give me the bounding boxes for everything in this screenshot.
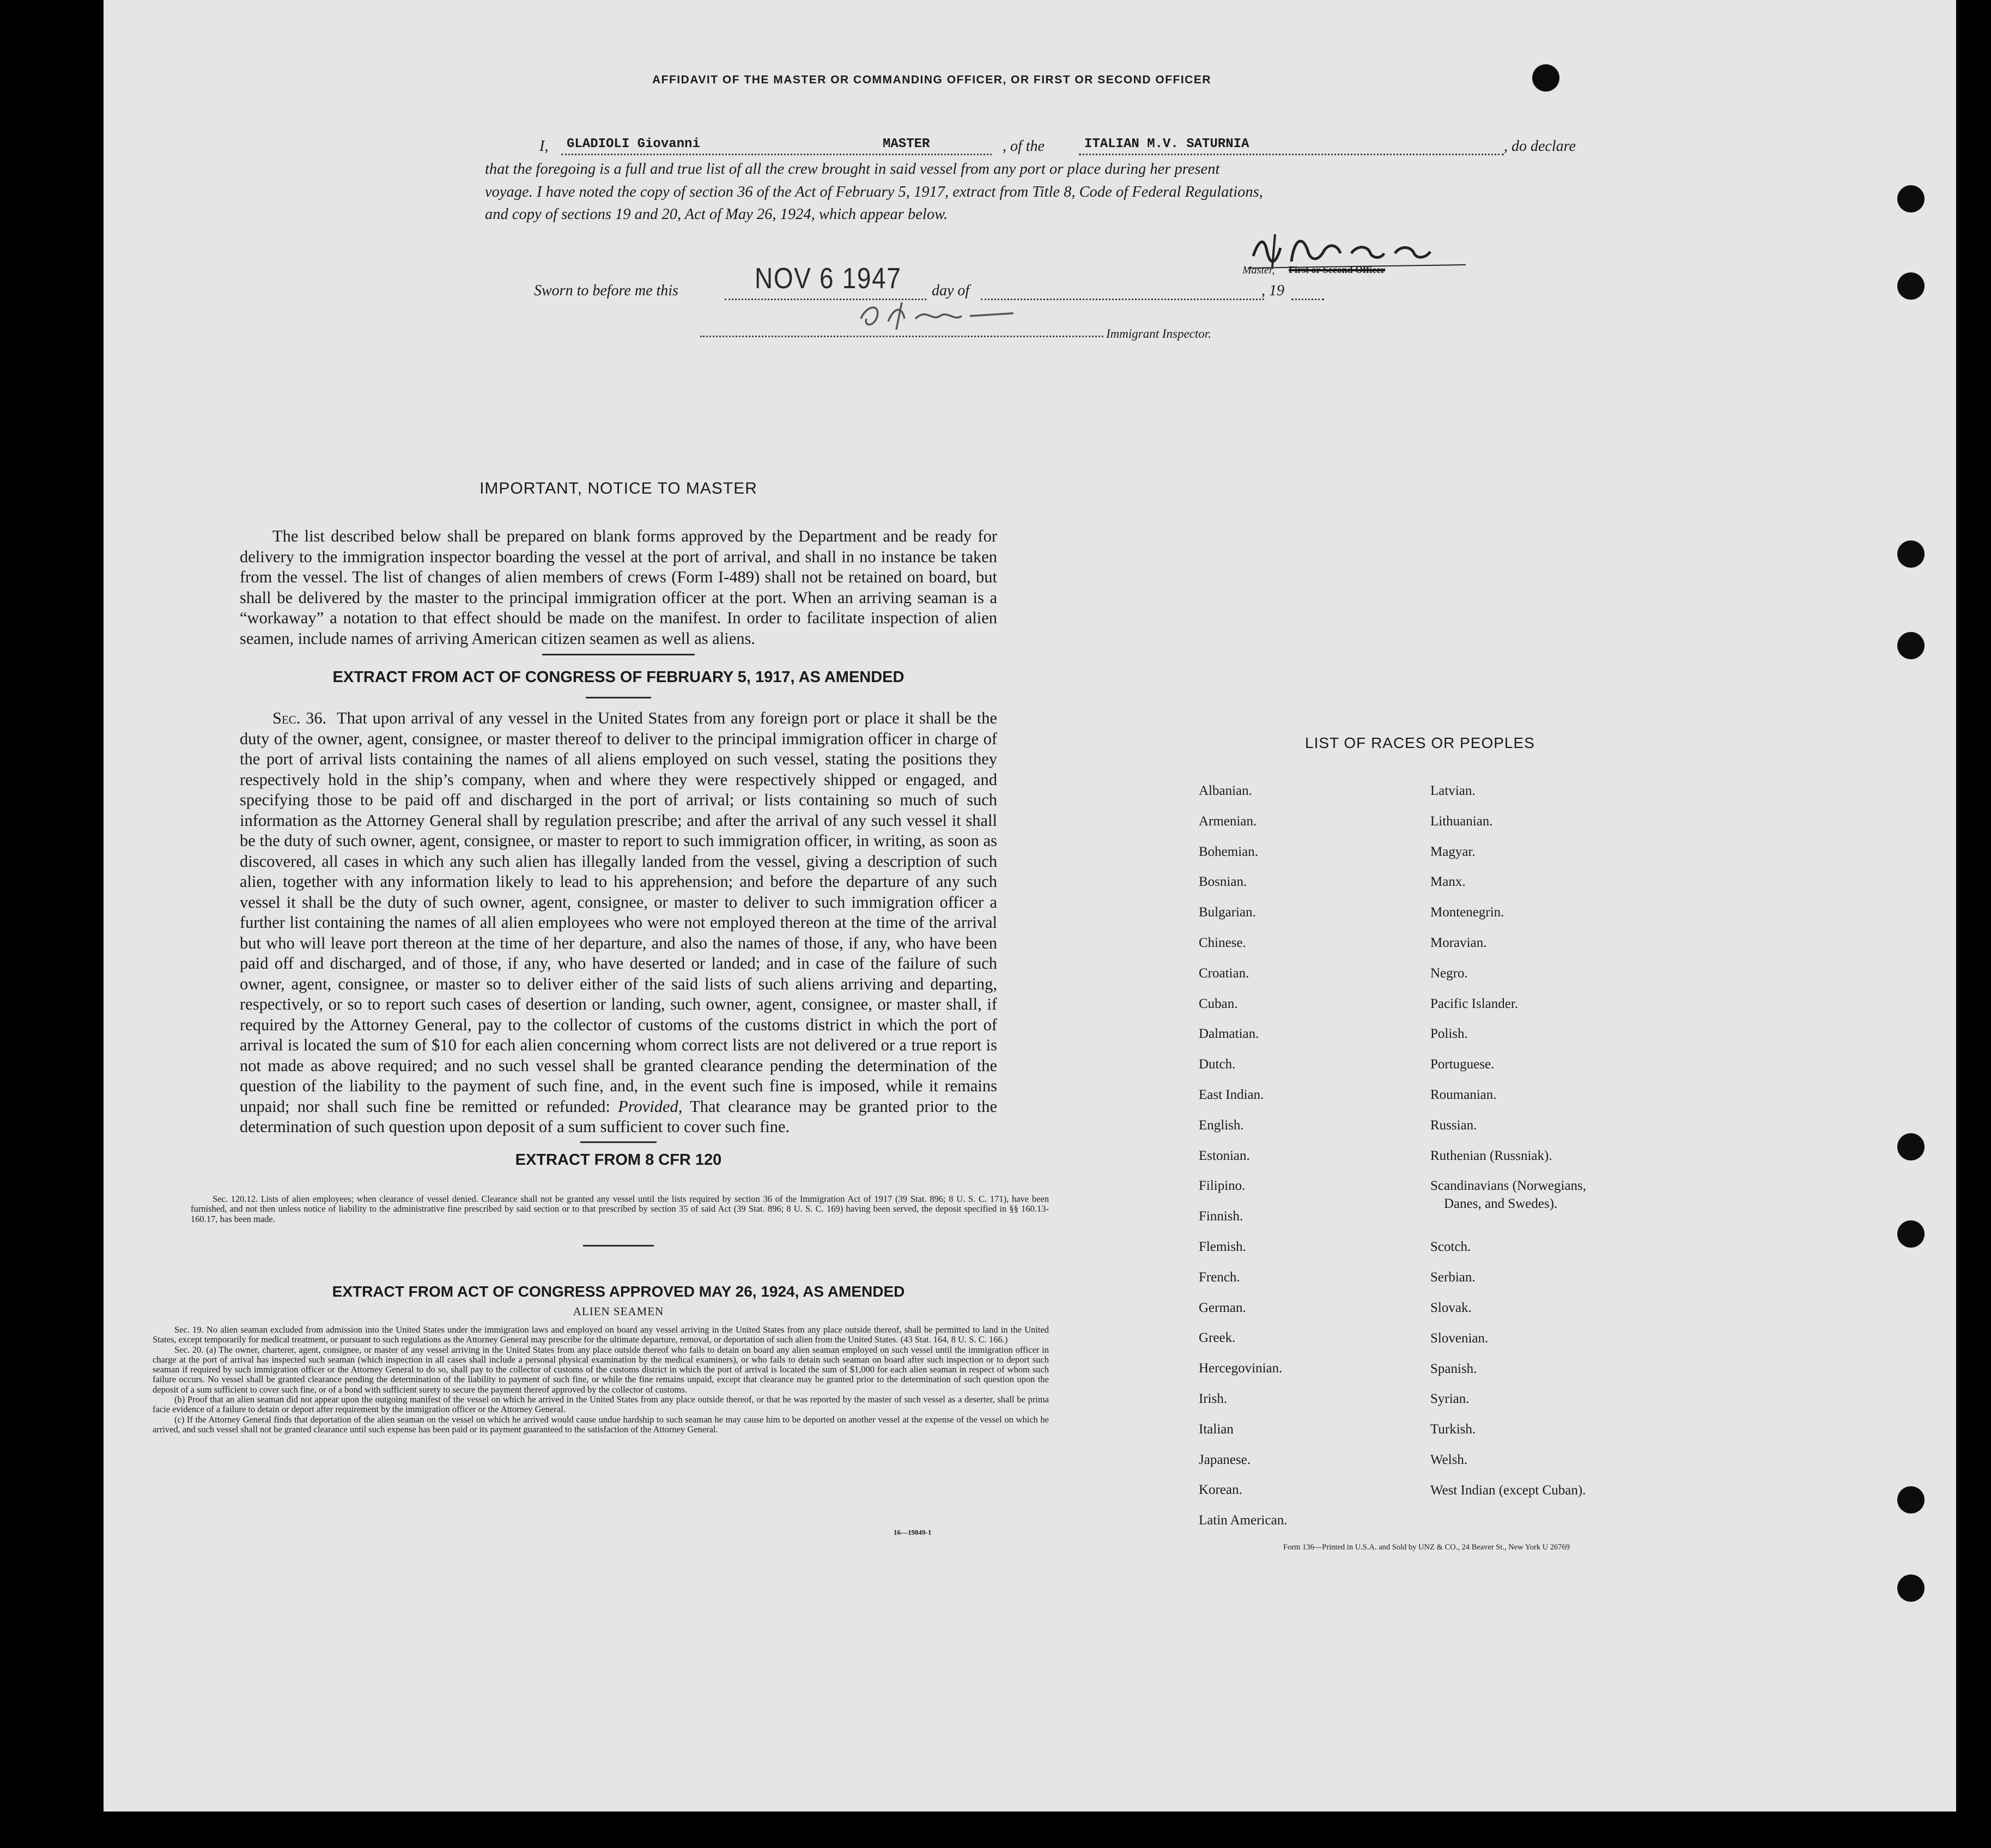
race-item: Bohemian. <box>1199 844 1259 859</box>
race-item: East Indian. <box>1199 1087 1264 1102</box>
cfr-heading: EXTRACT FROM 8 CFR 120 <box>515 1151 722 1169</box>
race-item: West Indian (except Cuban). <box>1430 1482 1586 1498</box>
affidavit-line-4: and copy of sections 19 and 20, Act of May 26, 1924, which appear below. <box>485 206 948 223</box>
race-item: Hercegovinian. <box>1199 1361 1283 1376</box>
signature-line-label: Master, <box>1242 264 1275 276</box>
race-item: Irish. <box>1199 1391 1228 1406</box>
race-item: Greek. <box>1199 1330 1236 1346</box>
race-item: Latin American. <box>1199 1513 1288 1528</box>
race-item: Turkish. <box>1430 1422 1476 1437</box>
race-item: Estonian. <box>1199 1148 1250 1163</box>
master-name: GLADIOLI Giovanni <box>567 137 700 151</box>
races-heading: LIST OF RACES OR PEOPLES <box>1305 734 1535 751</box>
race-item: Polish. <box>1430 1026 1468 1042</box>
punch-hole <box>1897 1133 1925 1160</box>
race-item: Russian. <box>1430 1117 1477 1133</box>
divider <box>583 1245 654 1247</box>
section-19: Sec. 19. No alien seaman excluded from admission into the United States under the immigration laws and employed on board any vessel arriving in the United States from any place outside thereof, shall be permitted to land in the United States, except temporarily for medical treatment, or pursuant to such regulations as the Attorney General may prescribe for the ultimate departure, removal, or deportation of such alien from the United States. (43 Stat. 164, 8 U. S. C. 166.) <box>153 1324 1049 1345</box>
race-item: Serbian. <box>1430 1270 1476 1285</box>
extract-1924-body <box>153 1325 1049 1434</box>
punch-hole <box>1897 185 1925 212</box>
extract-1917-heading: EXTRACT FROM ACT OF CONGRESS OF FEBRUARY 5, 1917, AS AMENDED <box>332 668 905 686</box>
punch-hole <box>1897 632 1925 659</box>
race-item: Flemish. <box>1199 1239 1246 1254</box>
name-blank <box>561 154 992 155</box>
race-item: Pacific Islander. <box>1430 996 1519 1011</box>
printer-code: 16—19849-1 <box>894 1528 932 1536</box>
inspector-label: Immigrant Inspector. <box>1106 327 1211 341</box>
divider <box>580 1141 657 1143</box>
race-item: Magyar. <box>1430 844 1476 859</box>
year-blank <box>1291 299 1324 300</box>
race-item: Dalmatian. <box>1199 1026 1259 1042</box>
race-item: Welsh. <box>1430 1452 1468 1467</box>
race-item: Manx. <box>1430 874 1466 890</box>
race-item: Syrian. <box>1430 1391 1470 1407</box>
race-item: Montenegrin. <box>1430 905 1504 920</box>
provided-label: Provided, <box>618 1097 683 1116</box>
race-item: Finnish. <box>1199 1209 1243 1224</box>
punch-hole <box>1897 1220 1925 1248</box>
race-item: Italian <box>1199 1421 1234 1437</box>
affidavit-line-2: that the foregoing is a full and true list of all the crew brought in said vessel from any port or place during her present <box>485 161 1220 178</box>
section-20b: (b) Proof that an alien seaman did not appear upon the outgoing manifest of the vessel on which he arrived in the United States from any place outside thereof, or that he was reported by the master of such vessel as a deserter, shall be prima facie evidence of a failure to detain or deport after requirement by the immigration officer or the Attorney General. <box>153 1394 1049 1415</box>
date-stamp: NOV 6 1947 <box>755 262 902 295</box>
section-36-end: That clearance may be granted prior to the determination of such question upon deposit of a sum sufficient to cover such fine. <box>240 1097 997 1136</box>
punch-hole <box>1897 1575 1925 1602</box>
year-label: , 19 <box>1261 282 1284 299</box>
extract-1917-body <box>240 708 997 1138</box>
divider <box>586 697 651 698</box>
race-item: Dutch. <box>1199 1057 1236 1072</box>
race-item: Portuguese. <box>1430 1057 1495 1072</box>
vessel-blank <box>1079 154 1504 155</box>
notice-heading: IMPORTANT, NOTICE TO MASTER <box>479 479 757 497</box>
section-20a: Sec. 20. (a) The owner, charterer, agent, consignee, or master of any vessel arriving in the United States from any place outside thereof who fails to detain on board any alien seaman employed on such vessel until the immigration officer in charge at the port of arrival has inspected such seaman (which inspection in all cases shall include a personal physical examination by the medical examiners), or who fails to detain such seaman on board after such inspection or to deport such seaman if required by such immigration officer or the Attorney General to do so, shall pay to the collector of customs of the customs district in which the port of arrival is located the sum of $1,000 for each alien seaman in respect of whom such failure occurs. No vessel shall be granted clearance pending the determination of the liability to payment of such fine, or while the fine remains unpaid, except that clearance may be granted prior to the determination of such question upon the deposit of a sum sufficient to cover such fine, or of a bond with sufficient surety to secure the payment thereof approved by the collector of customs. <box>153 1344 1049 1395</box>
affidavit-title: AFFIDAVIT OF THE MASTER OR COMMANDING OFFICER, OR FIRST OR SECOND OFFICER <box>652 74 1212 86</box>
race-item: Armenian. <box>1199 813 1257 829</box>
document-page <box>104 0 1956 1811</box>
form-footer: Form 136—Printed in U.S.A. and Sold by UNZ & CO., 24 Beaver St., New York U 26769 <box>1283 1543 1570 1552</box>
race-item: Bosnian. <box>1199 874 1247 890</box>
race-item: Bulgarian. <box>1199 905 1256 920</box>
punch-hole <box>1897 540 1925 568</box>
race-item: Slovak. <box>1430 1300 1472 1315</box>
punch-hole <box>1897 1486 1925 1513</box>
day-of-label: day of <box>932 282 970 299</box>
race-item: Korean. <box>1199 1482 1242 1498</box>
race-item: Cuban. <box>1199 996 1238 1011</box>
notice-body: The list described below shall be prepared on blank forms approved by the Department and be ready for delivery to the immigration inspector boarding the vessel at the port of arrival, and shall in no instance be taken from the vessel. The list of changes of alien members of crews (Form I-489) shall not be retained on board, but shall be delivered by the master to the principal immigration officer at the port. When an arriving seaman is a “workaway” a notation to that effect should be made on the manifest. In order to facilitate inspection of alien seamen, include names of arriving American citizen seamen as well as aliens. <box>240 527 997 648</box>
race-item: German. <box>1199 1300 1246 1315</box>
declare-label: , do declare <box>1504 138 1576 155</box>
inspector-blank <box>700 336 1103 337</box>
divider <box>542 654 695 655</box>
race-item: Albanian. <box>1199 783 1252 798</box>
cfr-body: Sec. 120.12. Lists of alien employees; when clearance of vessel denied. Clearance shall not be granted any vessel until the lists required by section 36 of the Immigration Act of 1917 (39 Stat. 896; 8 U. S. C. 171), have been furnished, and not then unless notice of liability to the administrative fine prescribed by said section or to that prescribed by section 35 of said Act (39 Stat. 896; 8 U. S. C. 169) having been served, the deposit specified in §§ 160.13-160.17, has been made. <box>191 1194 1049 1224</box>
affidavit-pronoun: I, <box>539 138 549 155</box>
race-item: Chinese. <box>1199 935 1246 950</box>
race-item: Spanish. <box>1430 1361 1477 1376</box>
race-item: Ruthenian (Russniak). <box>1430 1148 1552 1163</box>
race-item: Scandinavians (Norwegians, <box>1430 1178 1587 1194</box>
race-item: Japanese. <box>1199 1452 1251 1467</box>
race-item: Slovenian. <box>1430 1330 1489 1346</box>
race-item: Danes, and Swedes). <box>1444 1196 1558 1212</box>
race-item: Croatian. <box>1199 965 1249 981</box>
race-item: Filipino. <box>1199 1178 1246 1194</box>
race-item: Scotch. <box>1430 1239 1471 1255</box>
master-rank: MASTER <box>883 137 930 151</box>
section-20c: (c) If the Attorney General finds that deportation of the alien seaman on the vessel on which he arrived would cause undue hardship to such seaman he may cause him to be deported on another vessel at the expense of the vessel on which he arrived, and such vessel shall not be granted clearance until such expense has been paid or its payment guaranteed to the satisfaction of the Attorney General. <box>153 1414 1049 1434</box>
vessel-name: ITALIAN M.V. SATURNIA <box>1084 137 1249 151</box>
alien-seamen-subheading: ALIEN SEAMEN <box>573 1305 664 1318</box>
punch-hole <box>1897 272 1925 300</box>
section-36-text: That upon arrival of any vessel in the United States from any foreign port or place it shall be the duty of the owner, agent, consignee, or master thereof to deliver to the principal immigration officer in charge of the port of arrival lists containing the names of all aliens employed on such vessel, stating the positions they respectively hold in the ship’s company, when and where they were respectively shipped or engaged, and specifying those to be paid off and discharged in the port of arrival; or lists containing so much of such information as the Attorney General shall by regulation prescribe; and after the arrival of any such vessel it shall be the duty of such owner, agent, consignee, or master to report to such immigration officer, in writing, as soon as discovered, all cases in which any such alien has illegally landed from the vessel, giving a description of such alien, together with any information likely to lead to his apprehension; and before the departure of any such vessel it shall be the duty of such owner, agent, consignee, or master to deliver to such immigration officer a further list containing the names of all alien employees who were not employed thereon at the time of the arrival but who will leave port thereon at the time of her departure, and also the names of those, if any, who have been paid off and discharged, and of those, if any, who have deserted or landed; and in case of the failure of such owner, agent, consignee, or master so to deliver either of the said lists of such aliens arriving and departing, respectively, or so to report such cases of desertion or landing, such owner, agent, consignee, or master shall, if required by the Attorney General, pay to the collector of customs of the customs district in which the port of arrival is located the sum of $10 for each alien concerning whom correct lists are not delivered or a true report is not made as above required; and no such vessel shall be granted clearance pending the determination of the question of the liability to the payment of such fine, and, in the event such fine is imposed, while it remains unpaid; nor shall such fine be remitted or refunded: <box>240 709 997 1116</box>
race-item: Lithuanian. <box>1430 813 1493 829</box>
race-item: Latvian. <box>1430 783 1476 798</box>
race-item: English. <box>1199 1117 1244 1133</box>
affidavit-line-3: voyage. I have noted the copy of section 36 of the Act of February 5, 1917, extract from Title 8, Code of Federal Regulations, <box>485 184 1263 200</box>
of-the-label: , of the <box>1003 138 1045 155</box>
race-item: Roumanian. <box>1430 1087 1497 1102</box>
race-item: Moravian. <box>1430 935 1487 950</box>
sworn-label: Sworn to before me this <box>534 282 678 299</box>
extract-1924-heading: EXTRACT FROM ACT OF CONGRESS APPROVED MAY 26, 1924, AS AMENDED <box>332 1283 905 1300</box>
struck-title: First or Second Officer <box>1289 264 1386 275</box>
race-item: French. <box>1199 1269 1240 1285</box>
race-item: Negro. <box>1430 965 1468 981</box>
section-number: Sec. 36. <box>272 709 327 727</box>
inspector-signature <box>850 297 1046 335</box>
